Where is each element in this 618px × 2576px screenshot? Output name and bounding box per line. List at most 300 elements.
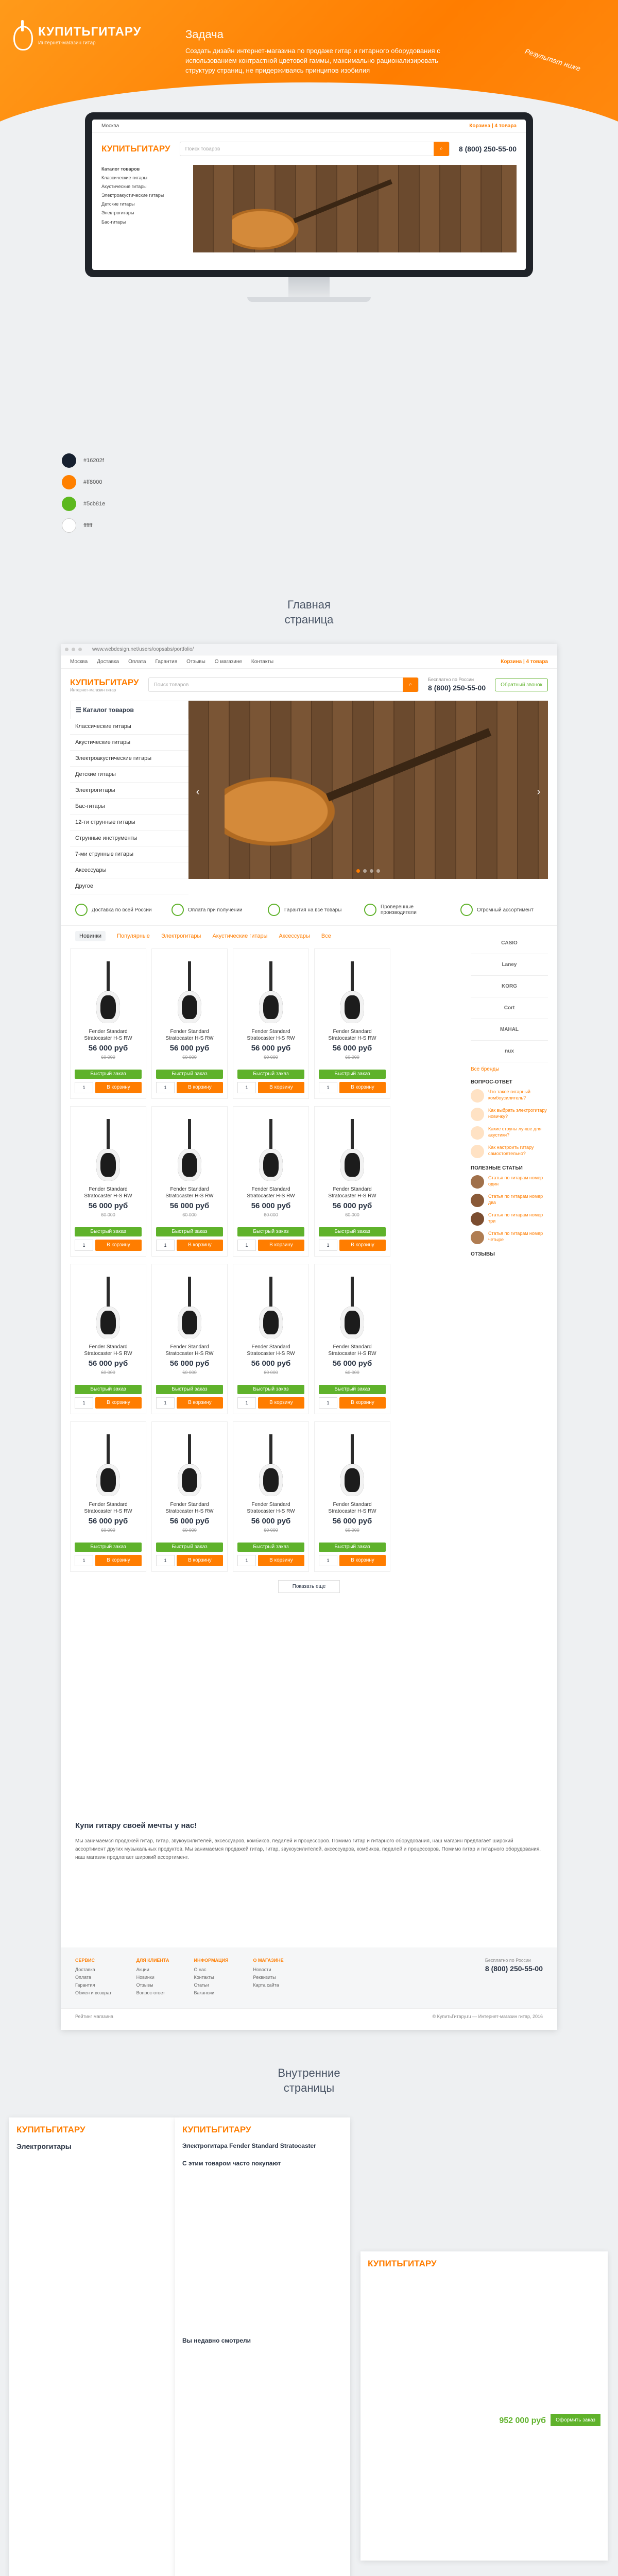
product-card[interactable] [151, 1264, 228, 1414]
footer-col-title: СЕРВИС [75, 1958, 95, 1963]
tab-popular[interactable]: Популярные [117, 933, 150, 939]
swatch [62, 453, 104, 468]
product-name[interactable]: Fender Standard Stratocaster H-S RW [328, 1344, 376, 1357]
mon-cat: Бас-гитары [101, 219, 126, 225]
footer-link[interactable]: Новости [253, 1967, 271, 1972]
product-card[interactable] [70, 1264, 146, 1414]
footer-link[interactable]: Карта сайта [253, 1982, 279, 1988]
article-thumb [471, 1175, 484, 1189]
quantity-stepper[interactable]: 1 [319, 1082, 337, 1093]
fast-buy-button[interactable]: Быстрый заказ [156, 1070, 223, 1079]
brand-logo[interactable]: nux [471, 1041, 548, 1062]
product-price: 56 000 руб [88, 1359, 128, 1368]
feature [460, 904, 543, 916]
fast-buy-button[interactable]: Быстрый заказ [237, 1227, 304, 1236]
footer-col [194, 1958, 228, 1998]
add-to-cart-button[interactable]: В корзину [95, 1082, 142, 1093]
inner-cart-page [360, 2251, 608, 2561]
question-icon [471, 1089, 484, 1103]
shield-icon [268, 904, 280, 916]
product-name[interactable]: Fender Standard Stratocaster H-S RW [247, 1029, 295, 1041]
add-to-cart-button[interactable]: В корзину [177, 1240, 223, 1251]
fast-buy-button[interactable]: Быстрый заказ [319, 1227, 386, 1236]
seo-title: Купи гитару своей мечты у нас! [75, 1821, 197, 1830]
section-title-inner [0, 2066, 618, 2095]
topnav-link[interactable]: Отзывы [186, 659, 205, 665]
product-old-price: 60 000 [345, 1528, 359, 1533]
add-to-cart-button[interactable]: В корзину [177, 1555, 223, 1566]
feature [171, 904, 254, 916]
buy-row [75, 1555, 142, 1566]
topnav-link[interactable]: Доставка [97, 659, 119, 665]
mon-catlist [101, 165, 189, 252]
footer-columns [61, 1947, 557, 2008]
footer-col [136, 1958, 169, 1998]
brand-logo[interactable]: Cort [471, 997, 548, 1019]
search-input[interactable] [148, 677, 419, 692]
faq-text: Как настроить гитару самостоятельно? [488, 1145, 534, 1156]
product-name[interactable]: Fender Standard Stratocaster H-S RW [165, 1502, 214, 1514]
section-title-main-text: Главная страница [284, 598, 334, 626]
monitor-base [247, 297, 371, 302]
swatch-label: #5cb81e [83, 501, 106, 507]
feature [364, 904, 447, 916]
quantity-stepper[interactable]: 1 [319, 1240, 337, 1251]
product-name[interactable]: Fender Standard Stratocaster H-S RW [328, 1029, 376, 1041]
category-item[interactable]: Классические гитары [70, 719, 188, 735]
guitar-image[interactable] [178, 1434, 201, 1496]
product-old-price: 60 000 [182, 1212, 197, 1217]
guitar-image[interactable] [259, 961, 283, 1023]
product-name[interactable]: Fender Standard Stratocaster H-S RW [247, 1187, 295, 1199]
quantity-stepper[interactable]: 1 [75, 1397, 93, 1409]
product-card[interactable] [70, 948, 146, 1099]
browser-dot [72, 648, 75, 651]
product-price: 56 000 руб [169, 1201, 210, 1210]
article-item[interactable] [471, 1194, 548, 1207]
hero-logo [13, 26, 142, 50]
tab-new[interactable]: Новинки [75, 931, 106, 941]
guitar-logo-icon [13, 26, 33, 50]
sidebar [471, 933, 548, 1261]
catalog-menu [70, 701, 188, 894]
check-icon [364, 904, 376, 916]
catalog-title[interactable] [70, 701, 188, 719]
category-item[interactable]: Аксессуары [70, 862, 188, 878]
product-card[interactable] [151, 948, 228, 1099]
mon-topbar [92, 120, 526, 133]
guitar-image[interactable] [340, 1119, 364, 1181]
tab-all[interactable]: Все [321, 933, 331, 939]
buy-row [156, 1397, 223, 1409]
category-item[interactable]: 12-ти струнные гитары [70, 815, 188, 831]
mon-phone [459, 144, 517, 154]
cart-total: 952 000 руб [499, 2416, 546, 2425]
quantity-stepper[interactable]: 1 [75, 1555, 93, 1566]
question-icon [471, 1145, 484, 1158]
article-text: Статья по гитарам номер три [488, 1212, 543, 1224]
product-card[interactable] [233, 1421, 309, 1572]
mon-phone-num: 8 (800) 250-55-00 [458, 144, 517, 153]
slider-dot[interactable] [370, 869, 373, 873]
inner-category-page [9, 2117, 177, 2576]
browser-dot [65, 648, 68, 651]
add-to-cart-button[interactable]: В корзину [177, 1397, 223, 1409]
copyright-bar [61, 2008, 557, 2024]
quantity-stepper[interactable]: 1 [75, 1082, 93, 1093]
quantity-stepper[interactable]: 1 [319, 1555, 337, 1566]
faq-text: Как выбрать электрогитару новичку? [488, 1108, 547, 1119]
footer-col [253, 1958, 284, 1998]
footer-link[interactable]: Отзывы [136, 1982, 153, 1988]
product-card[interactable] [314, 1106, 390, 1257]
phone-number: 8 (800) 250-55-00 [428, 683, 486, 692]
product-name[interactable]: Fender Standard Stratocaster H-S RW [84, 1344, 132, 1357]
guitar-image[interactable] [96, 1434, 120, 1496]
product-name[interactable]: Fender Standard Stratocaster H-S RW [247, 1502, 295, 1514]
product-card[interactable] [314, 1264, 390, 1414]
seo-text: Мы занимаемся продажей гитар, гитар, звукоусилителей, аксессуаров, комбиков, педалей и процессоров. Помимо гитар и гитарного оборудования, наш магазин предлагает широкий ассортимент других музыкальных продуктов. Мы занимаемся продажей гитар, гитар, звукоусилителей, аксессуаров, комбиков, педалей и процессоров. Помимо гитар и гитарного оборудования, наш магазин предлагает широкий ассортимент. [75, 1838, 541, 1860]
category-item[interactable]: Акустические гитары [70, 735, 188, 751]
footer-col-title: ИНФОРМАЦИЯ [194, 1958, 229, 1963]
footer-phone [485, 1958, 543, 1998]
product-old-price: 60 000 [101, 1212, 115, 1217]
add-to-cart-button[interactable]: В корзину [177, 1082, 223, 1093]
swatch [62, 475, 102, 489]
buy-row [237, 1240, 304, 1251]
task-text: Создать дизайн интернет-магазина по продаже гитар и гитарного оборудования с использованием контрастной цветовой гаммы, максимально рационализировать структуру страниц, не придерживаясь принципов изобилия [185, 47, 440, 74]
site-logo-tagline: Интернет-магазин гитар [70, 687, 116, 692]
product-name[interactable]: Fender Standard Stratocaster H-S RW [84, 1029, 132, 1041]
task-block [185, 28, 464, 76]
buy-row [237, 1082, 304, 1093]
browser-url: www.webdesign.net/users/oopsabs/portfolio/ [92, 647, 194, 652]
quantity-stepper[interactable]: 1 [237, 1397, 256, 1409]
product-price: 56 000 руб [251, 1517, 291, 1526]
product-card[interactable] [233, 1106, 309, 1257]
brand-logo[interactable]: CASIO [471, 933, 548, 954]
product-old-price: 60 000 [101, 1528, 115, 1533]
add-to-cart-button[interactable]: В корзину [95, 1397, 142, 1409]
footer-link[interactable]: О нас [194, 1967, 207, 1972]
product-card[interactable] [70, 1106, 146, 1257]
mon-cat: Электроакустические гитары [101, 193, 164, 198]
guitar-image[interactable] [259, 1119, 283, 1181]
footer-link[interactable]: Доставка [75, 1967, 95, 1972]
guitar-image[interactable] [178, 961, 201, 1023]
product-logo-name: КУПИТЬГИТАРУ [182, 2125, 251, 2134]
product-title: Электрогитара Fender Standard Stratocaster [182, 2142, 316, 2149]
add-to-cart-button[interactable]: В корзину [258, 1240, 304, 1251]
brand-logo[interactable]: Laney [471, 954, 548, 976]
quantity-stepper[interactable]: 1 [237, 1240, 256, 1251]
guitar-image[interactable] [178, 1119, 201, 1181]
add-to-cart-button[interactable]: В корзину [339, 1082, 386, 1093]
article-text: Статья по гитарам номер один [488, 1175, 543, 1187]
guitar-image[interactable] [178, 1277, 201, 1338]
footer-link[interactable]: Реквизиты [253, 1975, 276, 1980]
fast-buy-button[interactable]: Быстрый заказ [237, 1543, 304, 1552]
product-price: 56 000 руб [169, 1359, 210, 1368]
show-more-button[interactable]: Показать еще [278, 1580, 340, 1593]
guitar-image[interactable] [340, 961, 364, 1023]
feature-label: Оплата при получении [188, 907, 243, 913]
site-logo[interactable] [70, 677, 139, 692]
product-price: 56 000 руб [88, 1201, 128, 1210]
category-item[interactable]: Струнные инструменты [70, 831, 188, 846]
buy-row [75, 1397, 142, 1409]
topnav-link[interactable]: Контакты [251, 659, 274, 665]
related-title: С этим товаром часто покупают [182, 2160, 281, 2167]
buy-row [156, 1555, 223, 1566]
quantity-stepper[interactable]: 1 [156, 1555, 175, 1566]
city-select[interactable]: Москва [70, 659, 88, 665]
article-item[interactable] [471, 1231, 548, 1244]
article-item[interactable] [471, 1212, 548, 1226]
footer-link[interactable]: Новинки [136, 1975, 154, 1980]
chevron-left-icon[interactable]: ‹ [196, 786, 200, 798]
guitar-image[interactable] [96, 1277, 120, 1338]
product-card[interactable] [151, 1421, 228, 1572]
browser-bar [61, 644, 557, 655]
add-to-cart-button[interactable]: В корзину [258, 1082, 304, 1093]
cart-link[interactable]: Корзина | 4 товара [501, 659, 548, 665]
mon-guitar-image [232, 206, 303, 252]
tab-accessories[interactable]: Аксессуары [279, 933, 310, 939]
fast-buy-button[interactable]: Быстрый заказ [319, 1385, 386, 1394]
faq-item[interactable] [471, 1126, 548, 1140]
logo-tagline: Интернет-магазин гитар [38, 40, 96, 46]
cart-logo [360, 2251, 608, 2276]
feature [75, 904, 158, 916]
footer-col-title: О МАГАЗИНЕ [253, 1958, 284, 1963]
tab-acoustic[interactable]: Акустические гитары [212, 933, 268, 939]
mon-city: Москва [101, 123, 119, 129]
product-name[interactable]: Fender Standard Stratocaster H-S RW [84, 1502, 132, 1514]
section-title-inner-text: Внутренние страницы [278, 2066, 340, 2094]
fast-buy-button[interactable]: Быстрый заказ [75, 1227, 142, 1236]
product-card[interactable] [70, 1421, 146, 1572]
product-old-price: 60 000 [264, 1528, 278, 1533]
footer-link[interactable]: Вопрос-ответ [136, 1990, 165, 1995]
section-title-main [0, 598, 618, 627]
add-to-cart-button[interactable]: В корзину [258, 1397, 304, 1409]
fast-buy-button[interactable]: Быстрый заказ [319, 1070, 386, 1079]
mon-body [92, 165, 526, 252]
logo-name: КУПИТЬГИТАРУ [38, 25, 142, 39]
product-card[interactable] [233, 1264, 309, 1414]
swatch-dot [62, 518, 76, 533]
category-item[interactable]: Другое [70, 878, 188, 894]
product-old-price: 60 000 [345, 1055, 359, 1060]
quantity-stepper[interactable]: 1 [156, 1397, 175, 1409]
product-card[interactable] [233, 948, 309, 1099]
quantity-stepper[interactable]: 1 [237, 1555, 256, 1566]
swatch-dot [62, 475, 76, 489]
faq-item[interactable] [471, 1145, 548, 1158]
callback-button[interactable]: Обратный звонок [495, 679, 548, 691]
fast-buy-button[interactable]: Быстрый заказ [237, 1070, 304, 1079]
product-card[interactable] [314, 1421, 390, 1572]
product-old-price: 60 000 [345, 1212, 359, 1217]
swatch-dot [62, 453, 76, 468]
inner-logo-name: КУПИТЬГИТАРУ [16, 2125, 85, 2134]
quantity-stepper[interactable]: 1 [156, 1082, 175, 1093]
brand-logo[interactable]: KORG [471, 976, 548, 997]
product-name[interactable]: Fender Standard Stratocaster H-S RW [165, 1187, 214, 1199]
fast-buy-button[interactable]: Быстрый заказ [75, 1543, 142, 1552]
product-price: 56 000 руб [169, 1517, 210, 1526]
viewed-title: Вы недавно смотрели [182, 2337, 251, 2344]
product-card[interactable] [151, 1106, 228, 1257]
topbar [61, 655, 557, 669]
category-item[interactable]: Электрогитары [70, 783, 188, 799]
product-old-price: 60 000 [264, 1055, 278, 1060]
product-old-price: 60 000 [264, 1212, 278, 1217]
article-thumb [471, 1231, 484, 1244]
guitar-image[interactable] [96, 1119, 120, 1181]
mon-header [92, 133, 526, 165]
topnav-link[interactable]: Оплата [128, 659, 146, 665]
add-to-cart-button[interactable]: В корзину [339, 1397, 386, 1409]
footer-link[interactable]: Статьи [194, 1982, 209, 1988]
buy-row [319, 1397, 386, 1409]
mon-cat: Акустические гитары [101, 184, 147, 190]
product-price: 56 000 руб [251, 1359, 291, 1368]
quantity-stepper[interactable]: 1 [237, 1082, 256, 1093]
topnav-link[interactable]: Гарантия [155, 659, 178, 665]
slider-dot[interactable] [376, 869, 380, 873]
buy-row [319, 1240, 386, 1251]
product-price: 56 000 руб [88, 1044, 128, 1053]
article-thumb [471, 1212, 484, 1226]
footer-col [75, 1958, 112, 1998]
add-to-cart-button[interactable]: В корзину [339, 1555, 386, 1566]
all-brands-link[interactable]: Все бренды [471, 1066, 500, 1072]
guitar-image[interactable] [340, 1434, 364, 1496]
footer-link[interactable]: Гарантия [75, 1982, 95, 1988]
slider-dot[interactable] [356, 869, 360, 873]
monitor-neck [288, 277, 330, 298]
banner-dots [356, 869, 380, 873]
topnav-link[interactable]: О магазине [214, 659, 242, 665]
reviews-title: ОТЗЫВЫ [471, 1251, 495, 1257]
fast-buy-button[interactable]: Быстрый заказ [156, 1227, 223, 1236]
product-name[interactable]: Fender Standard Stratocaster H-S RW [84, 1187, 132, 1199]
product-price: 56 000 руб [251, 1044, 291, 1053]
mon-search-ph: Поиск товаров [185, 146, 220, 152]
add-to-cart-button[interactable]: В корзину [95, 1240, 142, 1251]
hero-banner [188, 701, 548, 879]
product-price: 56 000 руб [169, 1044, 210, 1053]
product-name[interactable]: Fender Standard Stratocaster H-S RW [165, 1029, 214, 1041]
buy-row [75, 1240, 142, 1251]
footer-link[interactable]: Контакты [194, 1975, 214, 1980]
add-to-cart-button[interactable]: В корзину [339, 1240, 386, 1251]
guitar-image[interactable] [96, 961, 120, 1023]
footer-link[interactable]: Оплата [75, 1975, 91, 1980]
palette-section [0, 453, 618, 608]
catalog-title-text: Каталог товаров [83, 706, 134, 714]
footer-link[interactable]: Акции [136, 1967, 149, 1972]
fast-buy-button[interactable]: Быстрый заказ [75, 1385, 142, 1394]
category-item[interactable]: 7-ми струнные гитары [70, 846, 188, 862]
checkout-button[interactable]: Оформить заказ [551, 2414, 600, 2426]
question-icon [471, 1126, 484, 1140]
product-name[interactable]: Fender Standard Stratocaster H-S RW [247, 1344, 295, 1357]
guitar-image[interactable] [340, 1277, 364, 1338]
catalog-and-banner [61, 701, 557, 894]
quantity-stepper[interactable]: 1 [156, 1240, 175, 1251]
feature [268, 904, 350, 916]
buy-row [156, 1240, 223, 1251]
faq-text: Какие струны лучше для акустики? [488, 1126, 542, 1138]
chevron-right-icon[interactable]: › [537, 786, 541, 798]
article-text: Статья по гитарам номер четыре [488, 1231, 543, 1242]
category-item[interactable]: Детские гитары [70, 767, 188, 783]
swatch [62, 518, 92, 533]
footer-link[interactable]: Обмен и возврат [75, 1990, 112, 1995]
quantity-stepper[interactable]: 1 [319, 1397, 337, 1409]
guitar-image[interactable] [259, 1277, 283, 1338]
category-item[interactable]: Бас-гитары [70, 799, 188, 815]
inner-logo [9, 2117, 177, 2142]
site-footer [61, 1947, 557, 2024]
fast-buy-button[interactable]: Быстрый заказ [156, 1385, 223, 1394]
site-logo-name: КУПИТЬГИТАРУ [70, 677, 139, 687]
mon-cat: Классические гитары [101, 175, 148, 181]
product-card[interactable] [314, 948, 390, 1099]
quantity-stepper[interactable]: 1 [75, 1240, 93, 1251]
product-name[interactable]: Fender Standard Stratocaster H-S RW [328, 1502, 376, 1514]
footer-col-title: ДЛЯ КЛИЕНТА [136, 1958, 169, 1963]
add-to-cart-button[interactable]: В корзину [258, 1555, 304, 1566]
category-list [70, 719, 188, 894]
phone-block [428, 677, 486, 692]
inner-category-title: Электрогитары [16, 2142, 72, 2150]
fast-buy-button[interactable]: Быстрый заказ [237, 1385, 304, 1394]
faq-item[interactable] [471, 1108, 548, 1121]
main-page-mockup [61, 644, 557, 2030]
fast-buy-button[interactable]: Быстрый заказ [319, 1543, 386, 1552]
article-item[interactable] [471, 1175, 548, 1189]
add-to-cart-button[interactable]: В корзину [95, 1555, 142, 1566]
articles-title: ПОЛЕЗНЫЕ СТАТЬИ [471, 1165, 523, 1171]
brand-logo[interactable]: MAHAL [471, 1019, 548, 1041]
monitor-screen [92, 120, 526, 270]
buy-row [237, 1555, 304, 1566]
guitar-image[interactable] [259, 1434, 283, 1496]
product-old-price: 60 000 [182, 1370, 197, 1375]
product-name[interactable]: Fender Standard Stratocaster H-S RW [165, 1344, 214, 1357]
product-price: 56 000 руб [332, 1201, 372, 1210]
article-thumb [471, 1194, 484, 1207]
search-icon: ⌕ [434, 142, 449, 156]
search-icon[interactable]: ⌕ [403, 677, 418, 692]
buy-row [319, 1082, 386, 1093]
tab-electric[interactable]: Электрогитары [161, 933, 201, 939]
slider-dot[interactable] [363, 869, 367, 873]
category-item[interactable]: Электроакустические гитары [70, 751, 188, 767]
footer-link[interactable]: Вакансии [194, 1990, 215, 1995]
guitar-banner-image [225, 773, 343, 850]
product-name[interactable]: Fender Standard Stratocaster H-S RW [328, 1187, 376, 1199]
feature-label: Огромный ассортимент [477, 907, 534, 913]
fast-buy-button[interactable]: Быстрый заказ [75, 1070, 142, 1079]
mon-cat-title: Каталог товаров [101, 166, 140, 172]
fast-buy-button[interactable]: Быстрый заказ [156, 1543, 223, 1552]
faq-item[interactable] [471, 1089, 548, 1103]
